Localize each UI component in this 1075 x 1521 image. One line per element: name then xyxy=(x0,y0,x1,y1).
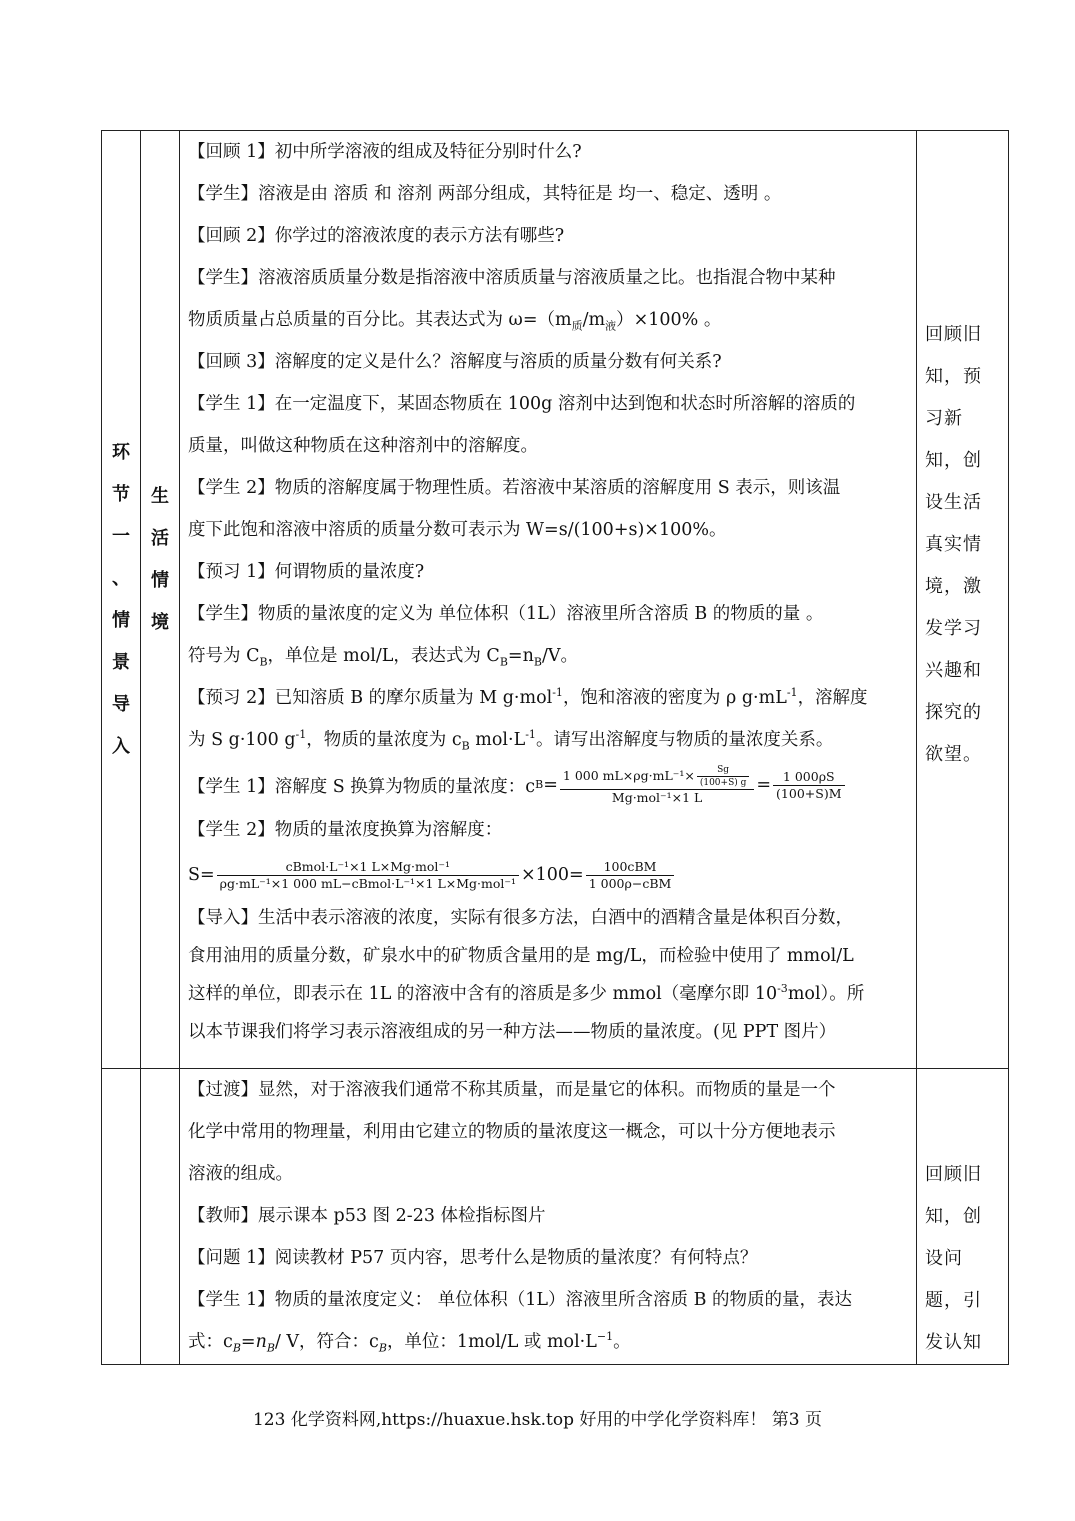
phase-char: 境 xyxy=(151,611,169,633)
stage-char: 情 xyxy=(112,609,130,631)
student-answer: 【学生】溶液溶质质量分数是指溶液中溶质质量与溶液质量之比。也指混合物中某种 xyxy=(188,268,836,288)
review-3: 【回顾 3】溶解度的定义是什么？溶解度与溶质的质量分数有何关系? xyxy=(188,352,722,372)
intro-text: 这样的单位，即表示在 1L 的溶液中含有的溶质是多少 mmol（毫摩尔即 $10^{-3}mol$）。所 xyxy=(188,982,865,1004)
phase-char: 情 xyxy=(151,569,169,591)
student-answer-cont: 物质质量占总质量的百分比。其表达式为 $\omega=(m_质/m_液)\times 100\%$ 。 xyxy=(188,310,722,333)
student-2-answer-cont: 度下此饱和溶液中溶质的质量分数可表示为 W=s/(100+s)×100%。 xyxy=(188,520,727,540)
intro-text: 以本节课我们将学习表示溶液组成的另一种方法——物质的量浓度。(见 PPT 图片） xyxy=(188,1022,837,1042)
student-answer: 【学生】物质的量浓度的定义为 单位体积（1L）溶液里所含溶质 B 的物质的量 。 xyxy=(188,604,824,624)
intent-cell: 回顾旧 知，创 设问 题，引 发认知 xyxy=(917,1069,1009,1365)
student-answer-cont: 符号为 $C_B$，单位是 mol/L，表达式为 $C_B=n_B/V$。 xyxy=(188,646,578,669)
stage-char: 环 xyxy=(112,441,130,463)
formula-fraction: 1 000 mL×ρg·mL⁻¹× $\frac{Sg}{(100+S) g}$ Mg·mol⁻¹×1 L xyxy=(560,765,754,805)
question-1: 【问题 1】阅读教材 P57 页内容，思考什么是物质的量浓度？有何特点？ xyxy=(188,1248,758,1268)
formula-fraction: $\frac{\text{cBmol·L⁻¹×1 L×Mg·mol⁻¹}}{\text{ρg·mL⁻¹×1 000 mL−cBmol·L⁻¹×1 L×Mg·mol⁻¹}}$ xyxy=(217,860,519,891)
phase-cell xyxy=(141,131,180,1069)
content-cell xyxy=(180,131,917,1069)
transition-text: 【过渡】显然，对于溶液我们通常不称其质量，而是量它的体积。而物质的量是一个 xyxy=(188,1080,836,1100)
student-answer: 【学生】溶液是由 溶质 和 溶剂 两部分组成，其特征是 均一、稳定、透明 。 xyxy=(188,184,782,204)
student-1-answer: 【学生 1】在一定温度下，某固态物质在 100g 溶剂中达到饱和状态时所溶解的溶质的 xyxy=(188,394,856,414)
content-cell xyxy=(180,1069,917,1365)
stage-char: 一 xyxy=(112,525,130,547)
preview-2: 【预习 2】已知溶质 B 的摩尔质量为 M g·mol$^{-1}$，饱和溶液的密度为 ρ $g\cdot mL^{-1}$，溶解度 xyxy=(188,686,868,708)
preview-2-cont: 为 S g·100 $g^{-1}$，物质的量浓度为 $c_B$ $mol\cdot L^{-1}$。请写出溶解度与物质的量浓度关系。 xyxy=(188,728,834,753)
stage-char: 入 xyxy=(112,735,130,757)
stage-char: 、 xyxy=(112,567,130,589)
student-2-label: 【学生 2】物质的量浓度换算为溶解度： xyxy=(188,820,503,840)
transition-text: 溶液的组成。 xyxy=(188,1164,293,1184)
phase-char: 活 xyxy=(151,527,169,549)
student-1-answer-cont: 质量，叫做这种物质在这种溶剂中的溶解度。 xyxy=(188,436,538,456)
review-2: 【回顾 2】你学过的溶液浓度的表示方法有哪些? xyxy=(188,226,565,246)
student-1-formula: 【学生 1】溶解度 S 换算为物质的量浓度：c B = 1 000 mL×ρg·mL⁻¹× $\frac{Sg}{(100+S) g}$ Mg·mol⁻¹×1 L = $\frac{1 000\rho S}{(100+S)M}$ xyxy=(188,761,910,809)
formula-fraction: $\frac{1 000\rho S}{(100+S)M}$ xyxy=(773,770,844,801)
stage-cell xyxy=(102,1069,141,1365)
intro-text: 【导入】生活中表示溶液的浓度，实际有很多方法，白酒中的酒精含量是体积百分数， xyxy=(188,908,853,928)
stage-char: 节 xyxy=(112,483,130,505)
intro-text: 食用油用的质量分数，矿泉水中的矿物质含量用的是 mg/L，而检验中使用了 mmol/L xyxy=(188,946,854,966)
stage-char: 景 xyxy=(112,651,130,673)
student-1-answer: 【学生 1】物质的量浓度定义： 单位体积（1L）溶液里所含溶质 B 的物质的量，表达 xyxy=(188,1290,852,1310)
review-1: 【回顾 1】初中所学溶液的组成及特征分别时什么? xyxy=(188,142,582,162)
stage-cell xyxy=(102,131,141,1069)
phase-char: 生 xyxy=(151,485,169,507)
formula-fraction: $\frac{\text{100cBM}}{\text{1 000ρ−cBM}}$ xyxy=(586,860,675,891)
teacher-text: 【教师】展示课本 p53 图 2-23 体检指标图片 xyxy=(188,1206,546,1226)
table-row xyxy=(102,1069,1009,1365)
transition-text: 化学中常用的物理量，利用由它建立的物质的量浓度这一概念，可以十分方便地表示 xyxy=(188,1122,836,1142)
page-footer: 123 化学资料网,https://huaxue.hsk.top 好用的中学化学资料库！ 第3 页 xyxy=(252,1410,823,1430)
preview-1: 【预习 1】何谓物质的量浓度? xyxy=(188,562,425,582)
intent-cell: 回顾旧 知，预 习新 知，创 设生活 真实情 境，激 发学习 兴趣和 探究的 欲望。 xyxy=(917,131,1009,1069)
lesson-table xyxy=(101,130,1009,1365)
phase-cell xyxy=(141,1069,180,1365)
student-1-answer-cont: 式：$c_B=n_B/$ V，符合：$c_B$，单位：1mol/L 或 $mol\cdot L^{-1}$。 xyxy=(188,1330,631,1355)
student-2-formula: S= $\frac{\text{cBmol·L⁻¹×1 L×Mg·mol⁻¹}}{\text{ρg·mL⁻¹×1 000 mL−cBmol·L⁻¹×1 L×Mg·mol⁻¹}}$ ×100= $\frac{\text{100cBM}}{\text{1 000ρ−cBM}}$ xyxy=(188,851,910,899)
student-2-answer: 【学生 2】物质的溶解度属于物理性质。若溶液中某溶质的溶解度用 S 表示，则该温 xyxy=(188,478,841,498)
stage-char: 导 xyxy=(112,693,130,715)
table-row xyxy=(102,131,1009,1069)
